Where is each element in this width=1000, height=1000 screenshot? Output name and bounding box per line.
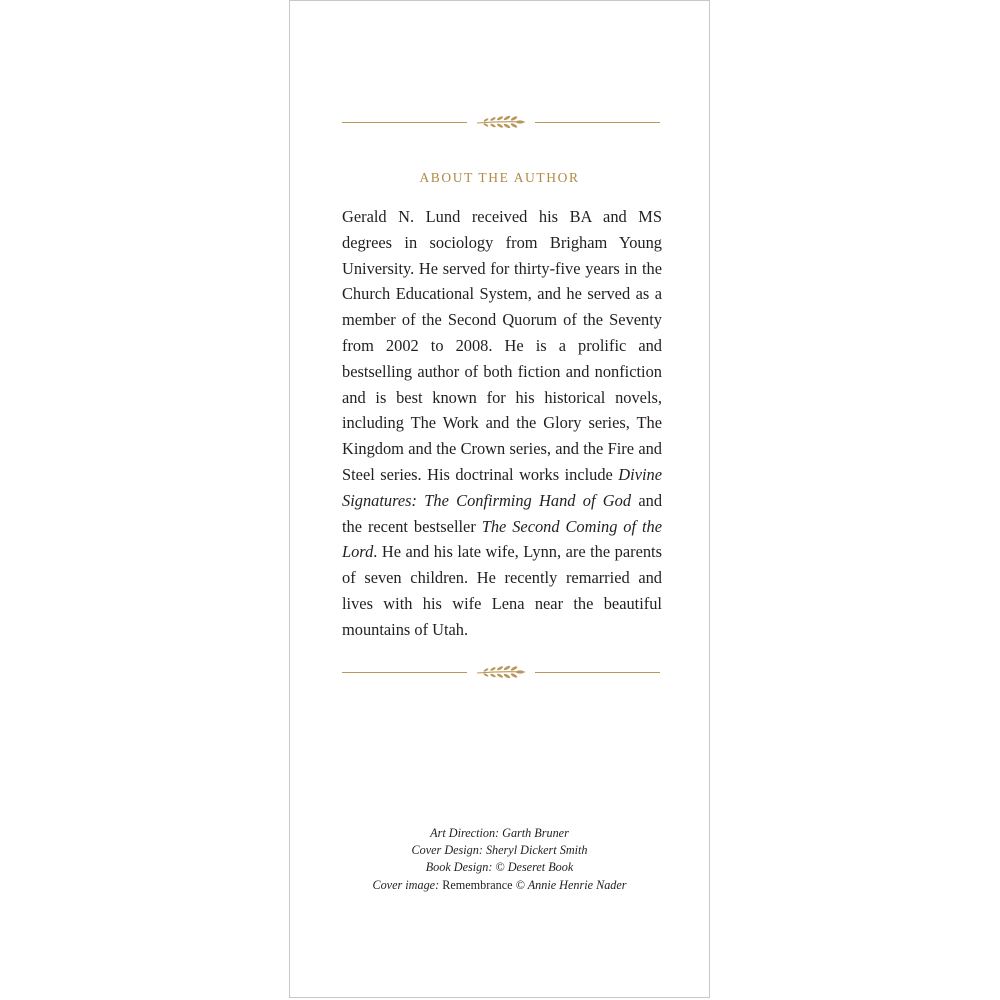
ornament-rule-left bbox=[342, 672, 467, 673]
credit-cover-image-artist: © Annie Henrie Nader bbox=[515, 877, 627, 892]
ornament-rule-right bbox=[535, 122, 660, 123]
credit-cover-image-title: Remembrance bbox=[439, 877, 516, 892]
top-ornament-divider bbox=[342, 113, 660, 133]
bio-book-title-2: The Second Coming of the Lord bbox=[342, 516, 662, 562]
credit-cover-image-label: Cover image: bbox=[372, 877, 440, 892]
ornament-rule-right bbox=[535, 672, 660, 673]
author-bio bbox=[342, 204, 662, 643]
credit-book-design: Book Design: © Deseret Book bbox=[425, 860, 574, 875]
wheat-sprig-icon bbox=[474, 113, 528, 133]
bio-text-part-1: Gerald N. Lund received his BA and MS degrees in sociology from Brigham Young University. He served for thirty-five years in the Church Educational System, and he served as a member of the Second Quorum of the Seventy from 2002 to 2008. He is a prolific and bestselling author of both fiction and nonfiction and is best known for his historical novels, including The Work and the Glory series, The Kingdom and the Crown series, and the Fire and Steel series. His doctrinal works include bbox=[342, 207, 662, 484]
design-credits bbox=[290, 825, 709, 894]
credit-cover-image bbox=[290, 877, 709, 894]
bio-text-part-2: and the recent bestseller bbox=[342, 490, 663, 536]
bio-book-title-1: Divine Signatures: The Confirming Hand of God bbox=[342, 464, 662, 510]
ornament-rule-left bbox=[342, 122, 467, 123]
credit-art-direction: Art Direction: Garth Bruner bbox=[430, 826, 569, 840]
bottom-ornament-divider bbox=[342, 663, 660, 683]
section-heading: ABOUT THE AUTHOR bbox=[419, 170, 580, 185]
credit-cover-design: Cover Design: Sheryl Dickert Smith bbox=[411, 843, 588, 858]
book-jacket-flap bbox=[289, 0, 710, 998]
wheat-sprig-icon bbox=[474, 663, 528, 683]
bio-text-part-3: . He and his late wife, Lynn, are the parents of seven children. He recently remarried and lives with his wife Lena near the beautiful mountains of Utah. bbox=[342, 542, 662, 639]
